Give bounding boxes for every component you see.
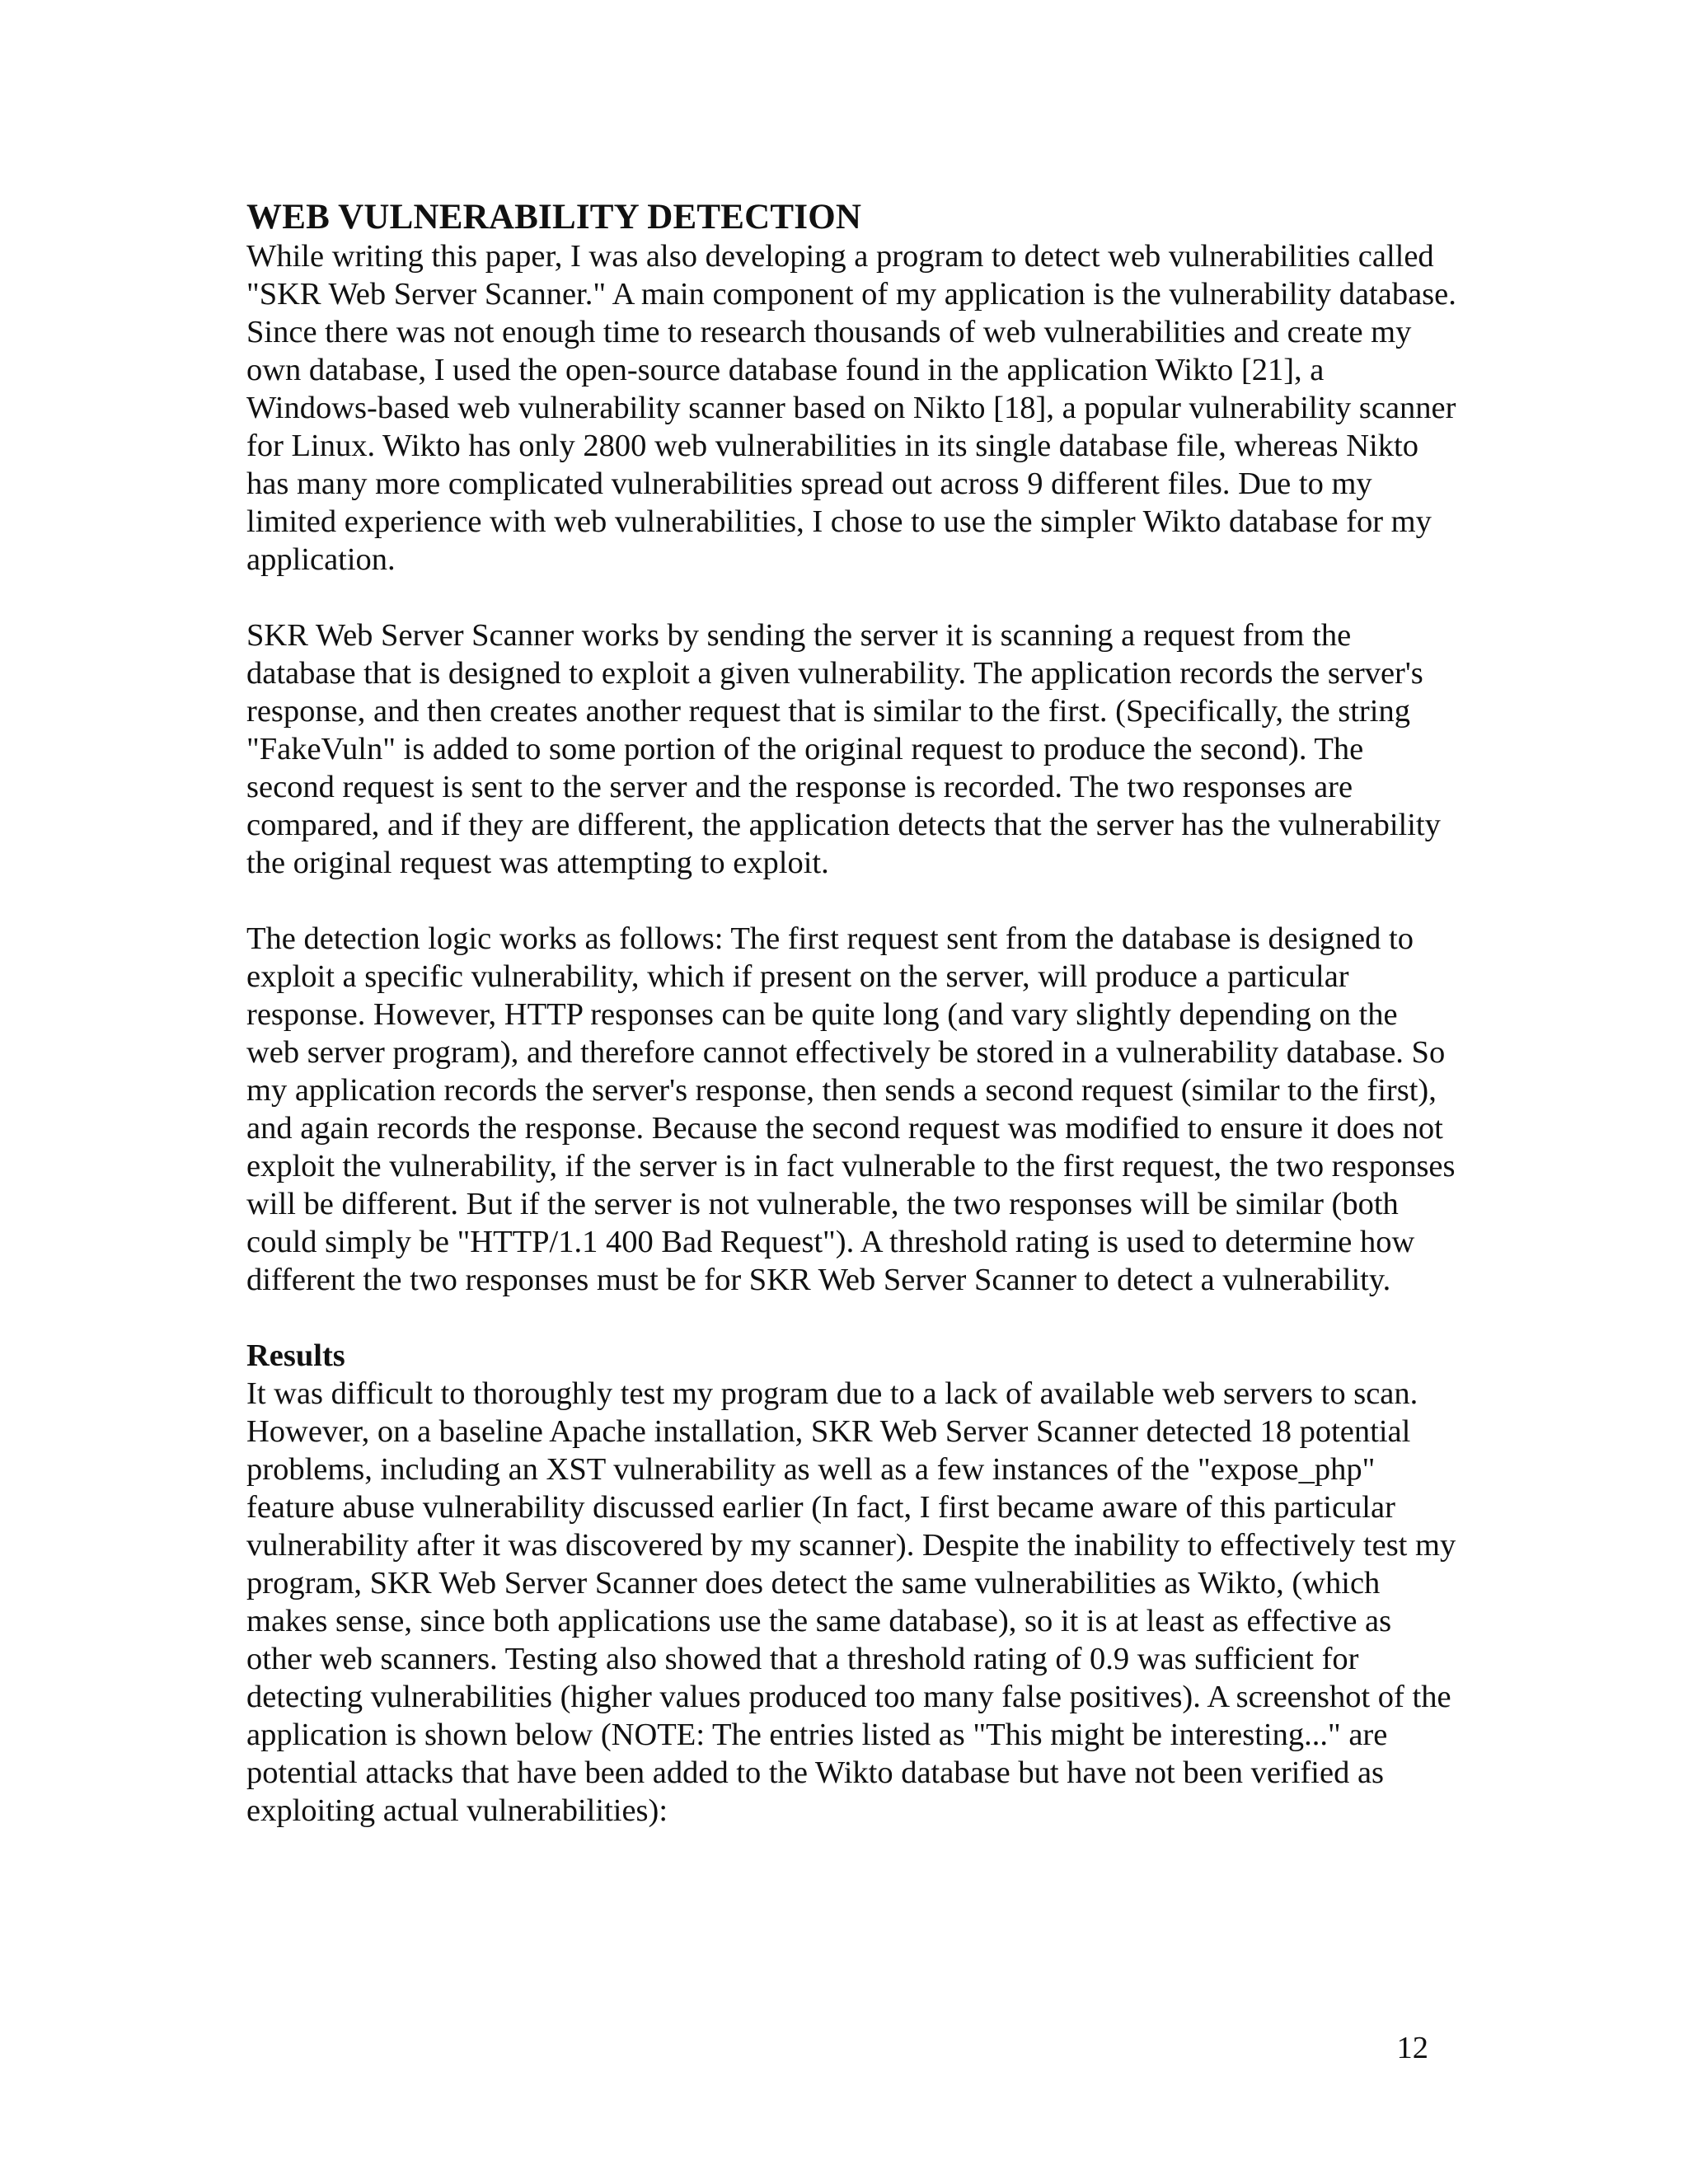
section-heading: WEB VULNERABILITY DETECTION xyxy=(246,198,862,237)
paragraph-intro: While writing this paper, I was also developing a program to detect web vulnerabilities called "SKR Web Server Scanner." A main component of my application is the vulnerability database. Since there was not enough time to research thousands of web vulnerabilities and create my own database, I used the open-source database found in the application Wikto [21], a Windows-based web vulnerability scanner based on Nikto [18], a popular vulnerability scanner for Linux. Wikto has only 2800 web vulnerabilities in its single database file, whereas Nikto has many more complicated vulnerabilities spread out across 9 different files. Due to my limited experience with web vulnerabilities, I chose to use the simpler Wikto database for my application. xyxy=(246,239,1456,577)
paragraph-results: It was difficult to thoroughly test my program due to a lack of available web servers to scan. However, on a baseline Apache installation, SKR Web Server Scanner detected 18 potential problems, including an XST vulnerability as well as a few instances of the "expose_php" feature abuse vulnerability discussed earlier (In fact, I first became aware of this particular vulnerability after it was discovered by my scanner). Despite the inability to effectively test my program, SKR Web Server Scanner does detect the same vulnerabilities as Wikto, (which makes sense, since both applications use the same database), so it is at least as effective as other web scanners. Testing also showed that a threshold rating of 0.9 was sufficient for detecting vulnerabilities (higher values produced too many false positives). A screenshot of the application is shown below (NOTE: The entries listed as "This might be interesting..." are potential attacks that have been added to the Wikto database but have not been verified as exploiting actual vulnerabilities): xyxy=(246,1376,1456,1828)
page-number: 12 xyxy=(1396,2031,1428,2065)
results-heading: Results xyxy=(246,1338,345,1373)
page-content xyxy=(246,198,1458,1868)
paragraph-scanner-method: SKR Web Server Scanner works by sending the server it is scanning a request from the database that is designed to exploit a given vulnerability. The application records the server's response, and then creates another request that is similar to the first. (Specifically, the string "FakeVuln" is added to some portion of the original request to produce the second). The second request is sent to the server and the response is recorded. The two responses are compared, and if they are different, the application detects that the server has the vulnerability the original request was attempting to exploit. xyxy=(246,618,1441,880)
paragraph-detection-logic: The detection logic works as follows: The first request sent from the database is designed to exploit a specific vulnerability, which if present on the server, will produce a particular response. However, HTTP responses can be quite long (and vary slightly depending on the web server program), and therefore cannot effectively be stored in a vulnerability database. So my application records the server's response, then sends a second request (similar to the first), and again records the response. Because the second request was modified to ensure it does not exploit the vulnerability, if the server is in fact vulnerable to the first request, the two responses will be different. But if the server is not vulnerable, the two responses will be similar (both could simply be "HTTP/1.1 400 Bad Request"). A threshold rating is used to determine how different the two responses must be for SKR Web Server Scanner to detect a vulnerability. xyxy=(246,921,1456,1297)
